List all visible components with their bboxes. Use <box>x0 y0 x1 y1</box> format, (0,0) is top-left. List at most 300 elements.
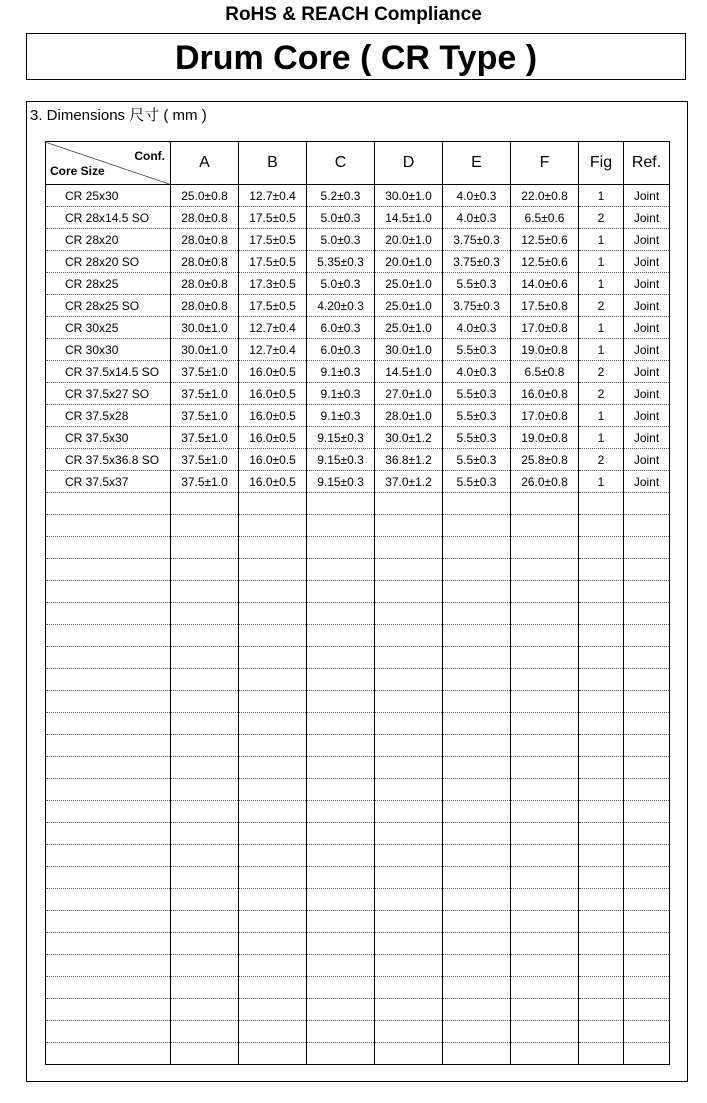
dimension-cell: 22.0±0.8 <box>511 185 579 207</box>
empty-cell <box>511 559 579 581</box>
empty-cell <box>171 933 239 955</box>
empty-table-row <box>46 1043 670 1065</box>
empty-cell <box>579 1021 624 1043</box>
empty-cell <box>171 823 239 845</box>
empty-cell <box>239 581 307 603</box>
dimension-cell: 30.0±1.2 <box>375 427 443 449</box>
table-row <box>46 449 670 471</box>
dimension-cell: 14.0±0.6 <box>511 273 579 295</box>
empty-cell <box>511 537 579 559</box>
title-box <box>26 33 686 80</box>
empty-cell <box>511 933 579 955</box>
empty-cell <box>511 1043 579 1065</box>
empty-cell <box>171 779 239 801</box>
empty-cell <box>239 1043 307 1065</box>
empty-cell <box>375 911 443 933</box>
empty-table-row <box>46 713 670 735</box>
dimension-cell: 4.0±0.3 <box>443 185 511 207</box>
empty-cell <box>511 1021 579 1043</box>
empty-cell <box>511 801 579 823</box>
dimension-cell: 30.0±1.0 <box>171 339 239 361</box>
empty-cell <box>443 955 511 977</box>
empty-table-row <box>46 559 670 581</box>
empty-cell <box>307 537 375 559</box>
empty-cell <box>307 1043 375 1065</box>
dimension-cell: 20.0±1.0 <box>375 229 443 251</box>
empty-cell <box>511 911 579 933</box>
dimension-cell: 16.0±0.5 <box>239 361 307 383</box>
empty-cell <box>511 691 579 713</box>
empty-table-row <box>46 999 670 1021</box>
empty-cell <box>579 625 624 647</box>
empty-cell <box>624 757 670 779</box>
dimension-cell: 12.5±0.6 <box>511 251 579 273</box>
core-size-cell: CR 30x30 <box>46 339 171 361</box>
empty-cell <box>375 581 443 603</box>
empty-table-row <box>46 647 670 669</box>
dimension-cell: 16.0±0.5 <box>239 471 307 493</box>
core-size-label: Core Size <box>50 164 105 178</box>
dimension-cell: 2 <box>579 295 624 317</box>
empty-cell <box>46 1043 171 1065</box>
empty-cell <box>239 669 307 691</box>
empty-cell <box>46 713 171 735</box>
empty-cell <box>443 977 511 999</box>
core-size-cell: CR 28x14.5 SO <box>46 207 171 229</box>
empty-cell <box>375 1043 443 1065</box>
empty-cell <box>624 1043 670 1065</box>
empty-cell <box>46 845 171 867</box>
core-size-cell: CR 28x20 SO <box>46 251 171 273</box>
empty-cell <box>579 977 624 999</box>
dimension-cell: 5.2±0.3 <box>307 185 375 207</box>
empty-cell <box>46 735 171 757</box>
dimension-cell: Joint <box>624 405 670 427</box>
empty-cell <box>239 801 307 823</box>
empty-cell <box>624 977 670 999</box>
dimension-cell: 28.0±0.8 <box>171 207 239 229</box>
empty-cell <box>307 955 375 977</box>
empty-cell <box>375 713 443 735</box>
dimension-cell: 30.0±1.0 <box>375 339 443 361</box>
empty-cell <box>171 625 239 647</box>
dimension-cell: 16.0±0.8 <box>511 383 579 405</box>
section-title: 3. Dimensions 尺寸 ( mm ) <box>30 107 207 124</box>
empty-cell <box>443 757 511 779</box>
empty-cell <box>307 977 375 999</box>
empty-cell <box>624 999 670 1021</box>
empty-cell <box>307 911 375 933</box>
dimension-cell: Joint <box>624 449 670 471</box>
empty-table-row <box>46 669 670 691</box>
empty-cell <box>307 515 375 537</box>
dimension-cell: 14.5±1.0 <box>375 361 443 383</box>
dimension-cell: 17.5±0.5 <box>239 229 307 251</box>
dimension-cell: Joint <box>624 207 670 229</box>
dimension-cell: 28.0±1.0 <box>375 405 443 427</box>
empty-cell <box>579 823 624 845</box>
empty-cell <box>511 757 579 779</box>
column-header-b: B <box>239 142 307 185</box>
empty-cell <box>46 1021 171 1043</box>
dimension-cell: 37.5±1.0 <box>171 471 239 493</box>
empty-cell <box>443 1021 511 1043</box>
empty-cell <box>624 647 670 669</box>
core-size-cell: CR 37.5x28 <box>46 405 171 427</box>
empty-table-row <box>46 911 670 933</box>
dimension-cell: 30.0±1.0 <box>171 317 239 339</box>
empty-cell <box>307 933 375 955</box>
dimension-cell: 28.0±0.8 <box>171 273 239 295</box>
empty-cell <box>443 1043 511 1065</box>
empty-cell <box>579 999 624 1021</box>
empty-table-row <box>46 581 670 603</box>
empty-cell <box>307 603 375 625</box>
conf-label: Conf. <box>134 149 165 163</box>
empty-cell <box>579 647 624 669</box>
dimension-cell: 5.5±0.3 <box>443 405 511 427</box>
empty-cell <box>443 537 511 559</box>
empty-cell <box>511 955 579 977</box>
empty-table-row <box>46 625 670 647</box>
empty-cell <box>511 823 579 845</box>
empty-cell <box>171 559 239 581</box>
table-row <box>46 251 670 273</box>
empty-cell <box>171 1043 239 1065</box>
empty-cell <box>239 867 307 889</box>
empty-cell <box>579 1043 624 1065</box>
dimension-cell: 4.0±0.3 <box>443 317 511 339</box>
dimension-cell: 1 <box>579 427 624 449</box>
empty-table-row <box>46 955 670 977</box>
empty-table-row <box>46 801 670 823</box>
empty-table-row <box>46 757 670 779</box>
empty-cell <box>307 647 375 669</box>
empty-cell <box>375 515 443 537</box>
empty-cell <box>307 691 375 713</box>
empty-cell <box>46 889 171 911</box>
empty-cell <box>579 955 624 977</box>
empty-cell <box>239 911 307 933</box>
empty-cell <box>624 559 670 581</box>
empty-cell <box>171 1021 239 1043</box>
empty-cell <box>239 493 307 515</box>
empty-cell <box>511 669 579 691</box>
dimension-cell: 37.5±1.0 <box>171 405 239 427</box>
dimension-cell: 4.0±0.3 <box>443 361 511 383</box>
table-row <box>46 207 670 229</box>
empty-table-row <box>46 889 670 911</box>
dimension-cell: 37.5±1.0 <box>171 427 239 449</box>
dimension-cell: 25.0±1.0 <box>375 317 443 339</box>
empty-cell <box>239 1021 307 1043</box>
dimension-cell: 25.0±1.0 <box>375 273 443 295</box>
dimension-cell: 12.5±0.6 <box>511 229 579 251</box>
empty-cell <box>624 779 670 801</box>
dimension-cell: 19.0±0.8 <box>511 339 579 361</box>
empty-cell <box>443 559 511 581</box>
empty-cell <box>624 713 670 735</box>
core-size-cell: CR 30x25 <box>46 317 171 339</box>
empty-cell <box>171 647 239 669</box>
dimension-cell: 5.0±0.3 <box>307 207 375 229</box>
empty-cell <box>624 845 670 867</box>
dimension-cell: 28.0±0.8 <box>171 295 239 317</box>
empty-cell <box>46 669 171 691</box>
empty-cell <box>46 537 171 559</box>
empty-cell <box>171 757 239 779</box>
empty-cell <box>46 603 171 625</box>
table-row <box>46 185 670 207</box>
empty-cell <box>171 713 239 735</box>
empty-cell <box>443 933 511 955</box>
dimension-cell: 1 <box>579 471 624 493</box>
dimension-cell: 5.35±0.3 <box>307 251 375 273</box>
empty-cell <box>443 603 511 625</box>
empty-cell <box>511 977 579 999</box>
dimension-cell: 6.5±0.6 <box>511 207 579 229</box>
empty-cell <box>307 889 375 911</box>
dimension-cell: 9.15±0.3 <box>307 449 375 471</box>
empty-cell <box>511 581 579 603</box>
page-title: Drum Core ( CR Type ) <box>174 39 538 77</box>
dimension-cell: 26.0±0.8 <box>511 471 579 493</box>
empty-cell <box>443 801 511 823</box>
empty-cell <box>624 581 670 603</box>
dimension-cell: Joint <box>624 229 670 251</box>
empty-cell <box>375 955 443 977</box>
dimension-cell: 25.8±0.8 <box>511 449 579 471</box>
empty-cell <box>171 691 239 713</box>
dimension-cell: 5.5±0.3 <box>443 383 511 405</box>
empty-cell <box>579 669 624 691</box>
empty-cell <box>579 757 624 779</box>
empty-cell <box>171 493 239 515</box>
table-row <box>46 427 670 449</box>
dimension-cell: 1 <box>579 273 624 295</box>
empty-cell <box>443 515 511 537</box>
empty-cell <box>46 647 171 669</box>
empty-cell <box>375 999 443 1021</box>
empty-cell <box>443 867 511 889</box>
empty-cell <box>624 801 670 823</box>
corner-header-cell <box>46 142 171 185</box>
empty-cell <box>624 1021 670 1043</box>
dimension-cell: 17.5±0.8 <box>511 295 579 317</box>
empty-cell <box>624 625 670 647</box>
empty-cell <box>375 647 443 669</box>
empty-cell <box>579 603 624 625</box>
dimension-cell: 37.5±1.0 <box>171 361 239 383</box>
dimension-cell: 16.0±0.5 <box>239 427 307 449</box>
dimension-cell: Joint <box>624 295 670 317</box>
empty-cell <box>443 625 511 647</box>
empty-cell <box>579 735 624 757</box>
empty-cell <box>375 779 443 801</box>
empty-cell <box>579 493 624 515</box>
empty-cell <box>171 669 239 691</box>
dimension-cell: 12.7±0.4 <box>239 339 307 361</box>
empty-cell <box>307 559 375 581</box>
dimension-cell: 37.5±1.0 <box>171 449 239 471</box>
dimension-cell: Joint <box>624 427 670 449</box>
empty-cell <box>171 515 239 537</box>
table-row <box>46 383 670 405</box>
dimension-cell: 6.0±0.3 <box>307 317 375 339</box>
dimension-cell: 6.0±0.3 <box>307 339 375 361</box>
empty-cell <box>443 647 511 669</box>
empty-cell <box>171 845 239 867</box>
dimension-cell: 2 <box>579 383 624 405</box>
empty-cell <box>46 559 171 581</box>
empty-cell <box>307 713 375 735</box>
dimension-cell: 5.5±0.3 <box>443 427 511 449</box>
empty-cell <box>46 867 171 889</box>
empty-cell <box>443 823 511 845</box>
empty-table-row <box>46 933 670 955</box>
empty-cell <box>624 933 670 955</box>
table-row <box>46 317 670 339</box>
empty-cell <box>579 911 624 933</box>
empty-table-row <box>46 823 670 845</box>
empty-cell <box>171 867 239 889</box>
dimension-cell: 17.0±0.8 <box>511 317 579 339</box>
empty-cell <box>307 801 375 823</box>
empty-cell <box>579 845 624 867</box>
empty-cell <box>239 559 307 581</box>
dimension-cell: Joint <box>624 317 670 339</box>
dimension-cell: 4.20±0.3 <box>307 295 375 317</box>
empty-cell <box>375 537 443 559</box>
dimension-cell: 36.8±1.2 <box>375 449 443 471</box>
empty-cell <box>375 559 443 581</box>
empty-table-row <box>46 735 670 757</box>
empty-cell <box>579 801 624 823</box>
dimensions-table <box>45 141 670 1065</box>
empty-cell <box>579 537 624 559</box>
empty-cell <box>624 493 670 515</box>
empty-cell <box>239 977 307 999</box>
dimension-cell: 6.5±0.8 <box>511 361 579 383</box>
empty-cell <box>375 867 443 889</box>
empty-table-row <box>46 845 670 867</box>
dimension-cell: 9.15±0.3 <box>307 471 375 493</box>
empty-cell <box>443 889 511 911</box>
empty-cell <box>375 669 443 691</box>
empty-cell <box>579 867 624 889</box>
empty-cell <box>239 955 307 977</box>
dimension-cell: 9.15±0.3 <box>307 427 375 449</box>
dimension-cell: 17.0±0.8 <box>511 405 579 427</box>
empty-cell <box>46 911 171 933</box>
empty-cell <box>511 867 579 889</box>
empty-cell <box>624 691 670 713</box>
empty-cell <box>46 801 171 823</box>
column-header-e: E <box>443 142 511 185</box>
empty-cell <box>46 955 171 977</box>
core-size-cell: CR 25x30 <box>46 185 171 207</box>
empty-cell <box>624 823 670 845</box>
empty-cell <box>307 867 375 889</box>
dimension-cell: Joint <box>624 339 670 361</box>
empty-cell <box>375 823 443 845</box>
empty-cell <box>579 779 624 801</box>
empty-cell <box>624 889 670 911</box>
empty-cell <box>579 515 624 537</box>
empty-cell <box>443 735 511 757</box>
empty-cell <box>579 581 624 603</box>
empty-cell <box>443 493 511 515</box>
dimension-cell: 9.1±0.3 <box>307 405 375 427</box>
dimension-cell: Joint <box>624 185 670 207</box>
empty-cell <box>375 845 443 867</box>
empty-cell <box>579 559 624 581</box>
empty-cell <box>443 911 511 933</box>
empty-cell <box>624 537 670 559</box>
dimension-cell: Joint <box>624 471 670 493</box>
empty-cell <box>443 581 511 603</box>
empty-cell <box>307 1021 375 1043</box>
core-size-cell: CR 37.5x27 SO <box>46 383 171 405</box>
empty-cell <box>307 493 375 515</box>
empty-cell <box>375 691 443 713</box>
empty-cell <box>511 999 579 1021</box>
compliance-heading: RoHS & REACH Compliance <box>225 4 482 25</box>
empty-cell <box>511 625 579 647</box>
empty-cell <box>239 845 307 867</box>
empty-cell <box>171 911 239 933</box>
core-size-cell: CR 28x20 <box>46 229 171 251</box>
empty-cell <box>375 757 443 779</box>
empty-cell <box>171 999 239 1021</box>
empty-cell <box>375 625 443 647</box>
empty-cell <box>239 603 307 625</box>
empty-cell <box>46 493 171 515</box>
dimension-cell: 28.0±0.8 <box>171 229 239 251</box>
empty-cell <box>239 515 307 537</box>
empty-cell <box>579 933 624 955</box>
empty-cell <box>46 933 171 955</box>
dimension-cell: 25.0±0.8 <box>171 185 239 207</box>
empty-cell <box>511 713 579 735</box>
empty-cell <box>307 581 375 603</box>
dimension-cell: 5.5±0.3 <box>443 471 511 493</box>
dimension-cell: 9.1±0.3 <box>307 361 375 383</box>
empty-cell <box>579 889 624 911</box>
dimension-cell: 14.5±1.0 <box>375 207 443 229</box>
dimension-cell: 5.0±0.3 <box>307 229 375 251</box>
empty-table-row <box>46 1021 670 1043</box>
core-size-cell: CR 37.5x37 <box>46 471 171 493</box>
empty-cell <box>443 999 511 1021</box>
dimension-cell: 1 <box>579 229 624 251</box>
empty-cell <box>511 845 579 867</box>
dimension-cell: 16.0±0.5 <box>239 405 307 427</box>
empty-cell <box>443 779 511 801</box>
empty-cell <box>579 691 624 713</box>
empty-cell <box>579 713 624 735</box>
empty-cell <box>511 647 579 669</box>
dimension-cell: 17.5±0.5 <box>239 207 307 229</box>
dimension-cell: Joint <box>624 273 670 295</box>
empty-cell <box>307 735 375 757</box>
column-header-f: F <box>511 142 579 185</box>
empty-cell <box>239 823 307 845</box>
empty-cell <box>239 999 307 1021</box>
empty-cell <box>46 515 171 537</box>
dimension-cell: Joint <box>624 251 670 273</box>
empty-table-row <box>46 537 670 559</box>
